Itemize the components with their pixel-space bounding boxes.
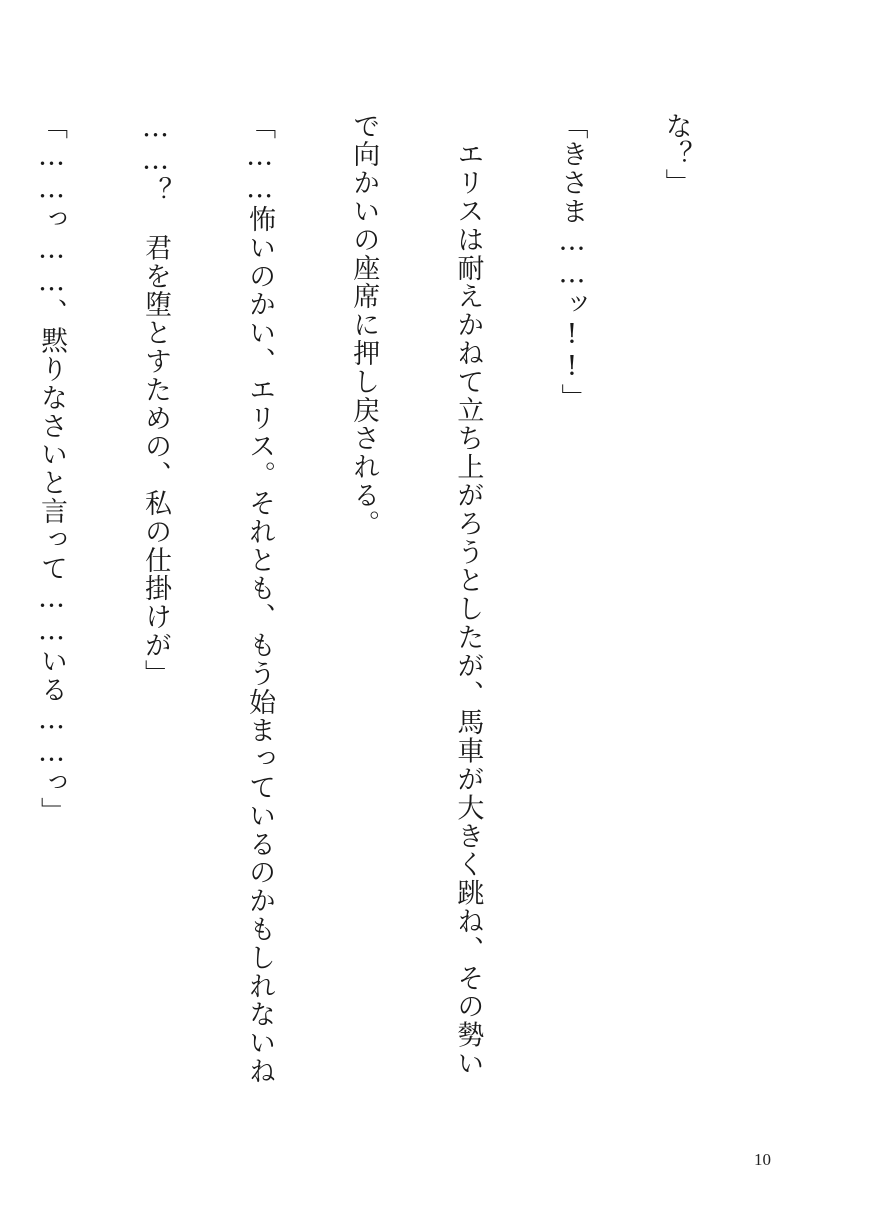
text-line: 「……っ……、黙りなさいと言って……いる……っ」 bbox=[35, 112, 67, 826]
page-number: 10 bbox=[754, 1150, 771, 1169]
text-line: 「きさま……ッ!!」 bbox=[556, 112, 588, 412]
vertical-body-text bbox=[0, 112, 762, 1086]
text-line: ……？ 君を堕とすための、私の仕掛けが」 bbox=[140, 112, 172, 688]
text-line: 「……怖いのかい、エリス。それとも、もう始まっているのかもしれないね bbox=[244, 112, 276, 1086]
text-line: で向かいの座席に押し戻される。 bbox=[348, 112, 380, 538]
text-line: な？」 bbox=[660, 112, 692, 198]
text-line: エリスは耐えかねて立ち上がろうとしたが、馬車が大きく跳ね、その勢い bbox=[452, 112, 484, 1078]
